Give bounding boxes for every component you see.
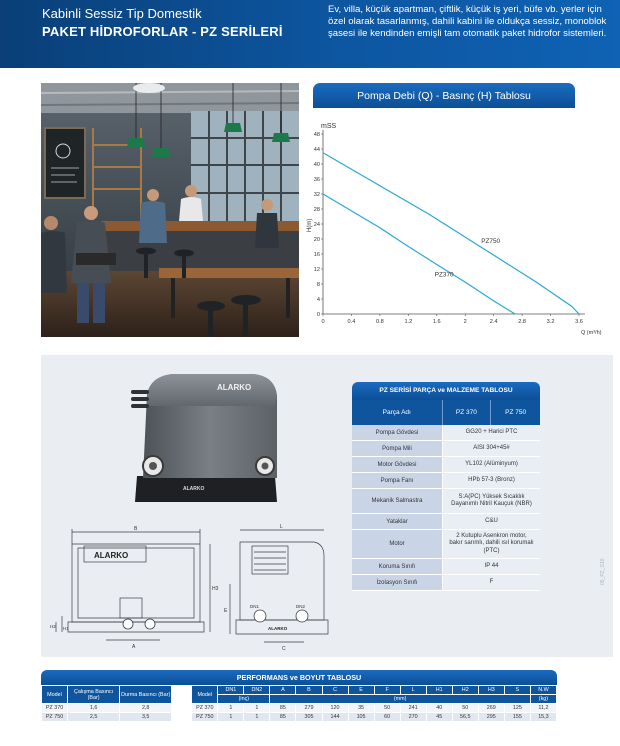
perf-cell: PZ 750: [42, 713, 68, 722]
chart-y-tick-label: 28: [313, 207, 320, 213]
chart-y-label: H(m): [307, 218, 313, 232]
chart-x-tick-label: 0.8: [375, 319, 384, 325]
pump-image: [125, 366, 293, 516]
part-name: Pompa Gövdesi: [352, 425, 443, 440]
part-value: HPb 57-3 (Bronz): [443, 473, 540, 488]
header-title: PAKET HİDROFORLAR - PZ SERİLERİ: [42, 24, 283, 39]
perf-cell: 2,5: [68, 713, 120, 722]
part-value: S:A(PC) Yüksek Sıcaklık Dayanımlı Nitril Kauçuk (NBR): [443, 489, 540, 513]
table-row: [42, 713, 557, 722]
perf-unit-mm: (mm): [270, 695, 530, 704]
part-name: Pompa Fanı: [352, 473, 443, 488]
dim-h3-label: H3: [212, 586, 219, 592]
perf-cell: 270: [400, 713, 426, 722]
dim-e-label: E: [224, 608, 228, 614]
chart-y-tick-label: 12: [313, 267, 320, 273]
part-value: C&U: [443, 514, 540, 529]
pump-base-brand: ALARKO: [183, 486, 205, 492]
table-row: [352, 559, 540, 575]
chart-y-tick-label: 8: [316, 282, 320, 288]
chart-y-tick-label: 40: [313, 162, 320, 168]
dim-a-label: A: [132, 644, 136, 650]
table-row: [352, 457, 540, 473]
chart-x-tick-label: 2.8: [518, 319, 527, 325]
chart-y-unit: mSS: [321, 123, 337, 130]
part-value: GG20 + Harici PTC: [443, 425, 540, 440]
side-dimension-drawing: [224, 524, 344, 652]
part-value: AISI 304+45#: [443, 441, 540, 456]
perf-unit-inch: (inç): [218, 695, 270, 704]
perf-header-f: F: [374, 686, 400, 695]
table-row: [352, 425, 540, 441]
perf-header-c: C: [322, 686, 348, 695]
perf-cell: PZ 370: [42, 704, 68, 713]
chart-x-tick-label: 3.6: [575, 319, 583, 325]
table-row: [352, 489, 540, 514]
drawing-brand: ALARKO: [94, 551, 129, 560]
table-row: [352, 473, 540, 489]
perf-header-l: L: [400, 686, 426, 695]
pump-illustration: [125, 366, 293, 516]
performance-table: [41, 685, 557, 722]
front-dimension-drawing: [50, 524, 220, 652]
perf-cell: 125: [504, 704, 530, 713]
perf-header-s: S: [504, 686, 530, 695]
parts-header-part: Parça Adı: [352, 400, 443, 425]
side-code: 05_PZ_S10: [600, 558, 606, 585]
perf-cell: 60: [374, 713, 400, 722]
dim-dn2-label: DN2: [296, 604, 306, 609]
table-row: [352, 441, 540, 457]
part-name: Mekanik Salmastra: [352, 489, 443, 513]
pressure-chart: [307, 108, 613, 340]
part-name: Motor: [352, 530, 443, 558]
perf-cell: 40: [426, 704, 452, 713]
perf-cell: 56,5: [452, 713, 478, 722]
table-row: [352, 514, 540, 530]
chart-line-pz750: [323, 153, 579, 314]
dim-l-label: L: [280, 524, 283, 530]
perf-cell: 1: [244, 704, 270, 713]
perf-cell: 305: [296, 713, 322, 722]
parts-header-pz370: PZ 370: [443, 400, 492, 425]
chart-x-tick-label: 3.2: [546, 319, 555, 325]
perf-cell: 1: [244, 713, 270, 722]
perf-cell: 1: [218, 704, 244, 713]
perf-header-nw: N.W: [530, 686, 556, 695]
dim-b-label: B: [134, 526, 138, 532]
perf-header-h2: H2: [452, 686, 478, 695]
perf-cell: 120: [322, 704, 348, 713]
perf-cell: 144: [322, 713, 348, 722]
performance-table-title: PERFORMANS ve BOYUT TABLOSU: [41, 670, 557, 685]
perf-header-model: Model: [42, 686, 68, 704]
chart-y-tick-label: 32: [313, 192, 320, 198]
perf-cell: 279: [296, 704, 322, 713]
chart-x-tick-label: 1.2: [404, 319, 413, 325]
perf-cell: 2,8: [120, 704, 172, 713]
perf-cell: 241: [400, 704, 426, 713]
perf-header-h3: H3: [478, 686, 504, 695]
part-value: F: [443, 575, 540, 590]
chart-x-tick-label: 0.4: [347, 319, 356, 325]
perf-header-h1: H1: [426, 686, 452, 695]
chart-line-pz370: [323, 194, 515, 314]
chart-y-tick-label: 20: [313, 237, 320, 243]
perf-header-b: B: [296, 686, 322, 695]
part-name: İzolasyon Sınıfı: [352, 575, 443, 590]
perf-header-dn2: DN2: [244, 686, 270, 695]
perf-cell: 85: [270, 713, 296, 722]
perf-cell: 3,5: [120, 713, 172, 722]
chart-x-tick-label: 2.4: [489, 319, 498, 325]
cafe-photo-illustration: [41, 83, 299, 337]
perf-cell: 50: [374, 704, 400, 713]
chart-y-tick-label: 48: [313, 132, 320, 138]
perf-cell: 1: [218, 713, 244, 722]
parts-table-title: PZ SERİSİ PARÇA ve MALZEME TABLOSU: [352, 382, 540, 400]
chart-x-label: Q (m³/h): [581, 330, 602, 336]
part-value: YL102 (Alüminyum): [443, 457, 540, 472]
perf-unit-kg: (kg): [530, 695, 556, 704]
header-description: Ev, villa, küçük apartman, çiftlik, küçük iş yeri, büfe vb. yerler için özel olarak tasarlanmış, dahili kabini ile oldukça sessiz, monoblok şasesi ile kendinden emişli tam otomatik paket hidrofor sistemleri.: [328, 4, 607, 40]
perf-cell: 11,2: [530, 704, 556, 713]
dim-c-label: C: [282, 646, 286, 652]
parts-table-header: [352, 400, 540, 425]
chart-y-tick-label: 4: [316, 297, 320, 303]
chart-x-tick-label: 1.6: [432, 319, 441, 325]
perf-cell: 50: [452, 704, 478, 713]
cafe-photo: [41, 83, 299, 337]
perf-header-working-pressure: Çalışma Basıncı (Bar): [68, 686, 120, 704]
perf-cell: 15,3: [530, 713, 556, 722]
chart-y-tick-label: 36: [313, 177, 320, 183]
perf-cell: 45: [426, 713, 452, 722]
chart-y-tick-label: 16: [313, 252, 320, 258]
perf-cell: PZ 750: [192, 713, 218, 722]
chart-y-tick-label: 0: [316, 312, 320, 318]
side-drawing-svg: [224, 524, 344, 652]
parts-table: [352, 382, 540, 591]
part-name: Yataklar: [352, 514, 443, 529]
perf-cell: PZ 370: [192, 704, 218, 713]
table-row: [352, 575, 540, 591]
perf-cell: 295: [478, 713, 504, 722]
perf-cell: 85: [270, 704, 296, 713]
perf-cell: 35: [348, 704, 374, 713]
pressure-chart-svg: [307, 108, 613, 340]
chart-x-tick-label: 2: [463, 319, 467, 325]
parts-header-pz750: PZ 750: [505, 409, 527, 416]
perf-cell: 269: [478, 704, 504, 713]
dim-h1-label: H1: [63, 626, 69, 631]
front-drawing-svg: [50, 524, 220, 652]
perf-header-e: E: [348, 686, 374, 695]
perf-header-a: A: [270, 686, 296, 695]
chart-y-tick-label: 24: [313, 222, 320, 228]
perf-cell: 155: [504, 713, 530, 722]
part-name: Motor Gövdesi: [352, 457, 443, 472]
table-row: [42, 704, 557, 713]
chart-title: Pompa Debi (Q) - Basınç (H) Tablosu: [313, 83, 575, 108]
pump-brand: ALARKO: [217, 383, 252, 392]
table-row: [352, 530, 540, 559]
perf-header-stop-pressure: Durma Basıncı (Bar): [120, 686, 172, 704]
part-name: Pompa Mili: [352, 441, 443, 456]
dim-h2-label: H2: [50, 624, 56, 629]
chart-series-label-pz370: PZ370: [434, 271, 454, 279]
perf-header-dn1: DN1: [218, 686, 244, 695]
part-name: Koruma Sınıfı: [352, 559, 443, 574]
chart-y-tick-label: 44: [313, 147, 320, 153]
part-value: IP 44: [443, 559, 540, 574]
header-subtitle: Kabinli Sessiz Tip Domestik: [42, 6, 202, 21]
side-drawing-brand: ALARKO: [268, 626, 288, 631]
chart-series-label-pz750: PZ750: [481, 238, 501, 246]
header-banner: [0, 0, 620, 68]
dim-dn1-label: DN1: [250, 604, 260, 609]
perf-header-model-2: Model: [192, 686, 218, 704]
part-value: 2 Kutuplu Asenkron motor, bakır sarımlı, dahili ısıl korumalı (PTC): [443, 530, 540, 558]
chart-x-tick-label: 0: [321, 319, 325, 325]
perf-cell: 1,6: [68, 704, 120, 713]
perf-cell: 105: [348, 713, 374, 722]
